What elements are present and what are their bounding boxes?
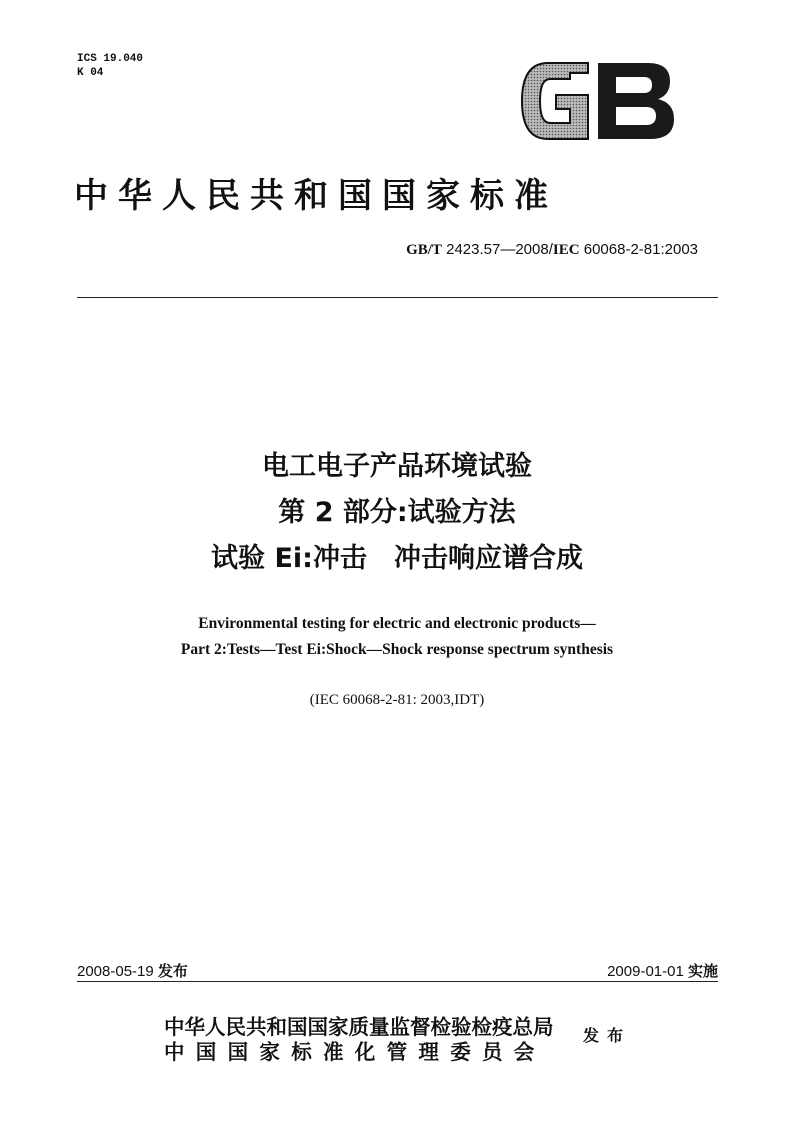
iec-equivalence: (IEC 60068-2-81: 2003,IDT) — [309, 692, 485, 708]
bottom-divider — [77, 981, 718, 982]
title-cn-line-3: 试验 Ei:冲击 冲击响应谱合成 — [211, 543, 583, 574]
gb-logo — [518, 61, 678, 141]
gb-prefix: GB/T — [406, 242, 442, 258]
title-cn-line-1: 电工电子产品环境试验 — [262, 451, 532, 482]
issue-date: 2008-05-19 — [77, 963, 154, 980]
effective-label: 实施 — [687, 962, 718, 980]
classification-codes — [77, 52, 143, 80]
title-en-line-1: Environmental testing for electric and electronic products— — [198, 615, 596, 632]
national-standard-title: 中华人民共和国国家标准 — [74, 176, 558, 216]
issuer-line-2: 中国国家标准化管理委员会 — [164, 1040, 546, 1064]
top-divider — [77, 297, 718, 298]
gb-number: 2423.57—2008/ — [446, 241, 553, 258]
iec-prefix: IEC — [552, 242, 580, 258]
publish-label: 发布 — [583, 1026, 632, 1045]
issuer-line-1: 中华人民共和国国家质量监督检验检疫总局 — [164, 1015, 554, 1039]
title-en-line-2: Part 2:Tests—Test Ei:Shock—Shock response spectrum synthesis — [180, 641, 614, 658]
ccs-code: K 04 — [77, 67, 104, 79]
effective-date-block — [607, 960, 718, 981]
title-cn-line-2: 第 2 部分:试验方法 — [278, 497, 516, 528]
standard-number — [406, 241, 698, 259]
ics-code: ICS 19.040 — [77, 53, 144, 65]
iec-number: 60068-2-81:2003 — [583, 241, 698, 258]
issue-date-block — [77, 960, 188, 981]
issue-label: 发布 — [157, 962, 188, 980]
effective-date: 2009-01-01 — [607, 963, 684, 980]
